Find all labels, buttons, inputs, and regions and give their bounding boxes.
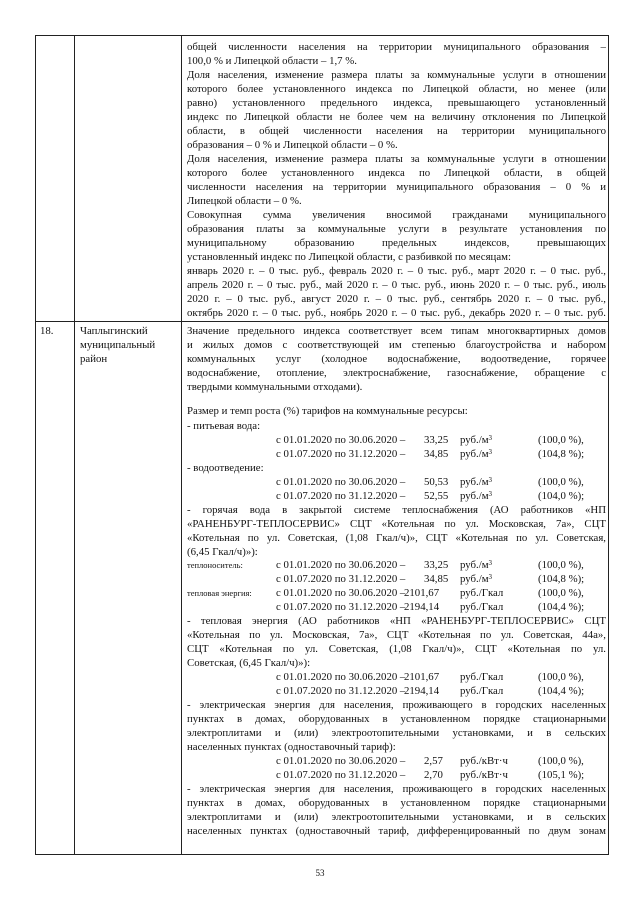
electricity-tariff-period: с 01.01.2020 по 30.06.2020 –	[276, 755, 406, 767]
table-border-line	[181, 35, 182, 855]
water-tariff-value: 33,25	[424, 434, 449, 446]
row17-text-line: установленный индекс по Липецкой области, с разбивкой по месяцам:	[187, 251, 511, 263]
electricity-tariff-value: 2,57	[424, 755, 443, 767]
electricity-zone-line: пунктах в домах, оборудованных в установленном порядке стационарными	[187, 797, 606, 809]
electricity-tariff-unit: руб./кВт·ч	[460, 755, 508, 767]
sewer-tariff-percent: (100,0 %),	[538, 476, 584, 488]
row17-text-line: которого более установленного индекса по Липецкой области, но менее (или	[187, 83, 606, 95]
sewer-tariff-value: 52,55	[424, 490, 449, 502]
water-tariff-percent: (100,0 %),	[538, 434, 584, 446]
hot-water-line: «Котельная по ул. Советская, (1,08 Гкал/ч)», СЦТ «Котельная по ул. Советская,	[187, 532, 606, 544]
electricity-tariff-percent: (105,1 %);	[538, 769, 585, 781]
heat-tariff-period: с 01.07.2020 по 31.12.2020 –	[276, 685, 406, 697]
intro-line: коммунальных услуг (холодное водоснабжение, водоотведение, горячее	[187, 353, 606, 365]
row17-text-line: Липецкой области – 0 %.	[187, 195, 302, 207]
row17-text-line: муниципальному образованию предельных индексов, превышающих	[187, 237, 606, 249]
water-tariff-percent: (104,8 %);	[538, 448, 585, 460]
electricity-tariff-period: с 01.07.2020 по 31.12.2020 –	[276, 769, 406, 781]
hw-heat-tariff-label: тепловая энергия:	[187, 588, 252, 598]
row17-text-line: январь 2020 г. – 0 тыс. руб., февраль 2020 г. – 0 тыс. руб., март 2020 г. – 0 тыс. руб.,	[187, 265, 606, 277]
row17-text-line: Доля населения, изменение размера платы за коммунальные услуги в отношении	[187, 153, 606, 165]
heat-tariff-unit: руб./Гкал	[460, 685, 504, 697]
hw-heat-tariff-period: с 01.07.2020 по 31.12.2020 –	[276, 601, 406, 613]
row17-text-line: образования – 0 % и Липецкой области – 0 %.	[187, 139, 398, 151]
row17-text-line: которого более установленного индекса по Липецкой области, в общей	[187, 167, 606, 179]
heat-tariff-percent: (104,4 %);	[538, 685, 585, 697]
electricity-tariff-unit: руб./кВт·ч	[460, 769, 508, 781]
hw-heat-tariff-value: 2101,67	[404, 587, 440, 599]
carrier-tariff-value: 33,25	[424, 559, 449, 571]
water-tariff-value: 34,85	[424, 448, 449, 460]
heat-tariff-percent: (100,0 %),	[538, 671, 584, 683]
row17-text-line: 2020 г. – 0 тыс. руб., август 2020 г. – 0 тыс. руб., сентябрь 2020 г. – 0 тыс. руб.,	[187, 293, 606, 305]
hw-heat-tariff-value: 2194,14	[404, 601, 440, 613]
table-border-line	[35, 35, 36, 855]
table-border-line	[35, 35, 608, 36]
carrier-tariff-unit: $руб./м^3$	[460, 573, 493, 585]
heat-energy-line: Советская, (6,45 Гкал/ч)»):	[187, 657, 311, 669]
row17-text-line: численности населения на территории муниципального образования – 0 % и	[187, 181, 606, 193]
water-tariff-unit: $руб./м^3$	[460, 448, 493, 460]
water-tariff-period: с 01.01.2020 по 30.06.2020 –	[276, 434, 406, 446]
hw-heat-tariff-unit: руб./Гкал	[460, 601, 504, 613]
carrier-tariff-period: с 01.07.2020 по 31.12.2020 –	[276, 573, 406, 585]
sewer-tariff-percent: (104,0 %);	[538, 490, 585, 502]
electricity-line: пунктах в домах, оборудованных в установленном порядке стационарными	[187, 713, 606, 725]
row17-text-line: индекс по Липецкой области не более чем на величину отклонения по Липецкой	[187, 111, 606, 123]
row17-text-line: октябрь 2020 г. – 0 тыс. руб., ноябрь 2020 г. – 0 тыс. руб., декабрь 2020 г. – 0 тыс. руб.	[187, 307, 606, 319]
heat-tariff-value: 2194,14	[404, 685, 440, 697]
electricity-zone-line: - электрическая энергия для населения, проживающего в городских населенных	[187, 783, 606, 795]
electricity-tariff-percent: (100,0 %),	[538, 755, 584, 767]
water-tariff-period: с 01.07.2020 по 31.12.2020 –	[276, 448, 406, 460]
table-border-line	[608, 35, 609, 855]
sewer-tariff-period: с 01.07.2020 по 31.12.2020 –	[276, 490, 406, 502]
sewer-label: - водоотведение:	[187, 462, 264, 474]
electricity-line: - электрическая энергия для населения, проживающего в городских населенных	[187, 699, 606, 711]
carrier-tariff-percent: (100,0 %),	[538, 559, 584, 571]
table-border-line	[35, 854, 608, 855]
heat-energy-line: СЦТ «Котельная по ул. Советская, (1,08 Гкал/ч)», СЦТ «Котельная по ул.	[187, 643, 606, 655]
page-number: 53	[315, 868, 325, 878]
hot-water-line: (6,45 Гкал/ч)»):	[187, 546, 258, 558]
heat-tariff-value: 2101,67	[404, 671, 440, 683]
tariff-heading: Размер и темп роста (%) тарифов на коммунальные ресурсы:	[187, 405, 468, 417]
carrier-tariff-period: с 01.01.2020 по 30.06.2020 –	[276, 559, 406, 571]
hw-heat-tariff-percent: (104,4 %);	[538, 601, 585, 613]
heat-tariff-period: с 01.01.2020 по 30.06.2020 –	[276, 671, 406, 683]
electricity-zone-line: электроплитами и (или) электроотопительными установками, и в сельских	[187, 811, 606, 823]
hot-water-line: - горячая вода в закрытой системе теплоснабжения (АО работников «НП	[187, 504, 606, 516]
intro-line: твердыми коммунальными отходами).	[187, 381, 363, 393]
district-name: муниципальный	[80, 339, 156, 351]
table-border-line	[74, 35, 75, 855]
row17-text-line: области, в общей численности населения на территории муниципального	[187, 125, 606, 137]
water-tariff-unit: $руб./м^3$	[460, 434, 493, 446]
row17-text-line: Совокупная сумма увеличения вносимой гражданами муниципального	[187, 209, 606, 221]
carrier-tariff-label: теплоноситель:	[187, 560, 243, 570]
electricity-line: населенных пунктах (одноставочный тариф):	[187, 741, 396, 753]
hw-heat-tariff-period: с 01.01.2020 по 30.06.2020 –	[276, 587, 406, 599]
hw-heat-tariff-unit: руб./Гкал	[460, 587, 504, 599]
district-name: район	[80, 353, 108, 365]
carrier-tariff-percent: (104,8 %);	[538, 573, 585, 585]
row-number: 18.	[40, 325, 54, 337]
sewer-tariff-unit: $руб./м^3$	[460, 490, 493, 502]
electricity-tariff-value: 2,70	[424, 769, 443, 781]
row17-text-line: образования платы за коммунальные услуги в результате установления по	[187, 223, 606, 235]
district-name: Чаплыгинский	[80, 325, 148, 337]
hw-heat-tariff-percent: (100,0 %),	[538, 587, 584, 599]
sewer-tariff-unit: $руб./м^3$	[460, 476, 493, 488]
row17-text-line: общей численности населения на территории муниципального образования –	[187, 41, 606, 53]
row17-text-line: 100,0 % и Липецкой области – 1,7 %.	[187, 55, 357, 67]
sewer-tariff-value: 50,53	[424, 476, 449, 488]
row17-text-line: Доля населения, изменение размера платы за коммунальные услуги в отношении	[187, 69, 606, 81]
heat-energy-line: «Котельная по ул. Московская, 7а», СЦТ «Котельная по ул. Советская, 44а»,	[187, 629, 606, 641]
water-label: - питьевая вода:	[187, 420, 261, 432]
sewer-tariff-period: с 01.01.2020 по 30.06.2020 –	[276, 476, 406, 488]
intro-line: и жилых домов с соответствующей им степенью благоустройства и набором	[187, 339, 606, 351]
heat-energy-line: - тепловая энергия (АО работников «НП «РАНЕНБУРГ-ТЕПЛОСЕРВИС» СЦТ	[187, 615, 606, 627]
hot-water-line: «РАНЕНБУРГ-ТЕПЛОСЕРВИС» СЦТ «Котельная по ул. Московская, 7а», СЦТ	[187, 518, 606, 530]
carrier-tariff-value: 34,85	[424, 573, 449, 585]
heat-tariff-unit: руб./Гкал	[460, 671, 504, 683]
intro-line: Значение предельного индекса соответствует всем типам многоквартирных домов	[187, 325, 606, 337]
electricity-zone-line: населенных пунктах (одноставочный тариф, дифференцированный по двум зонам	[187, 825, 606, 837]
table-border-line	[35, 321, 608, 322]
electricity-line: электроплитами и (или) электроотопительными установками, и в сельских	[187, 727, 606, 739]
intro-line: водоснабжение, отопление, электроснабжение, газоснабжение, обращение с	[187, 367, 606, 379]
carrier-tariff-unit: $руб./м^3$	[460, 559, 493, 571]
row17-text-line: равно) установленного предельного индекса, превышающего установленный	[187, 97, 606, 109]
row17-text-line: апрель 2020 г. – 0 тыс. руб., май 2020 г. – 0 тыс. руб., июнь 2020 г. – 0 тыс. руб., июль	[187, 279, 606, 291]
